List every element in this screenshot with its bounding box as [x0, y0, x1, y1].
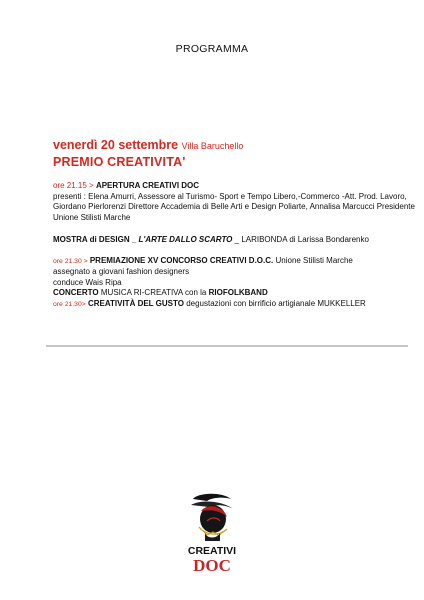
premiazione-title: PREMIAZIONE XV CONCORSO CREATIVI D.O.C. — [89, 255, 274, 265]
premiazione-line-3: conduce Wais Ripa — [53, 277, 122, 287]
concerto-text: MUSICA RI-CREATIVA con la — [100, 288, 207, 297]
apertura-line-1: presenti : Elena Amurri, Assessore al Turismo- Sport e Tempo Libero,-Commerco -Att. Prod. Lavoro, — [53, 191, 407, 201]
premiazione-heading — [53, 256, 403, 268]
apertura-line-2: Giordano Pierlorenzi Direttore Accademia di Belle Arti e Design Poliarte, Annalisa Marcucci Presidente — [53, 202, 415, 211]
event-title: PREMIO CREATIVITA' — [53, 155, 186, 169]
event-venue: Villa Baruchello — [181, 141, 244, 151]
program-content — [53, 138, 415, 310]
mostra-label: MOSTRA di DESIGN _ — [53, 235, 137, 244]
apertura-line-3: Unione Stilisti Marche — [53, 212, 131, 222]
creativi-doc-logo — [187, 491, 237, 577]
logo-text-line-1: CREATIVI — [187, 545, 237, 557]
section-divider — [46, 345, 408, 347]
premiazione-time: ore 21.30 > — [53, 257, 88, 265]
date-line — [53, 138, 403, 153]
concerto-label: CONCERTO — [53, 288, 99, 297]
apertura-title: APERTURA CREATIVI DOC — [95, 181, 200, 190]
gusto-line — [53, 299, 403, 311]
premiazione-rest: Unione Stilisti Marche — [275, 255, 353, 265]
mostra-title: L'ARTE DALLO SCARTO — [138, 235, 233, 244]
event-date: venerdì 20 settembre — [53, 138, 179, 152]
logo-text-line-2: DOC — [193, 556, 231, 575]
gusto-rest: degustazioni con birrificio artigianale MUKKELLER — [186, 298, 366, 308]
page-title: PROGRAMMA — [175, 43, 249, 55]
premiazione-line-2: assegnato a giovani fashion designers — [53, 267, 190, 276]
apertura-heading — [53, 181, 403, 192]
mostra-line — [53, 235, 403, 246]
mostra-rest: _ LARIBONDA di Larissa Bondarenko — [234, 235, 369, 244]
concerto-line — [53, 288, 403, 299]
gusto-time: ore 21.30> — [53, 300, 86, 308]
concerto-band: RIOFOLKBAND — [208, 288, 268, 297]
apertura-time: ore 21.15 > — [53, 181, 94, 190]
gusto-title: CREATIVITÀ DEL GUSTO — [87, 298, 184, 308]
